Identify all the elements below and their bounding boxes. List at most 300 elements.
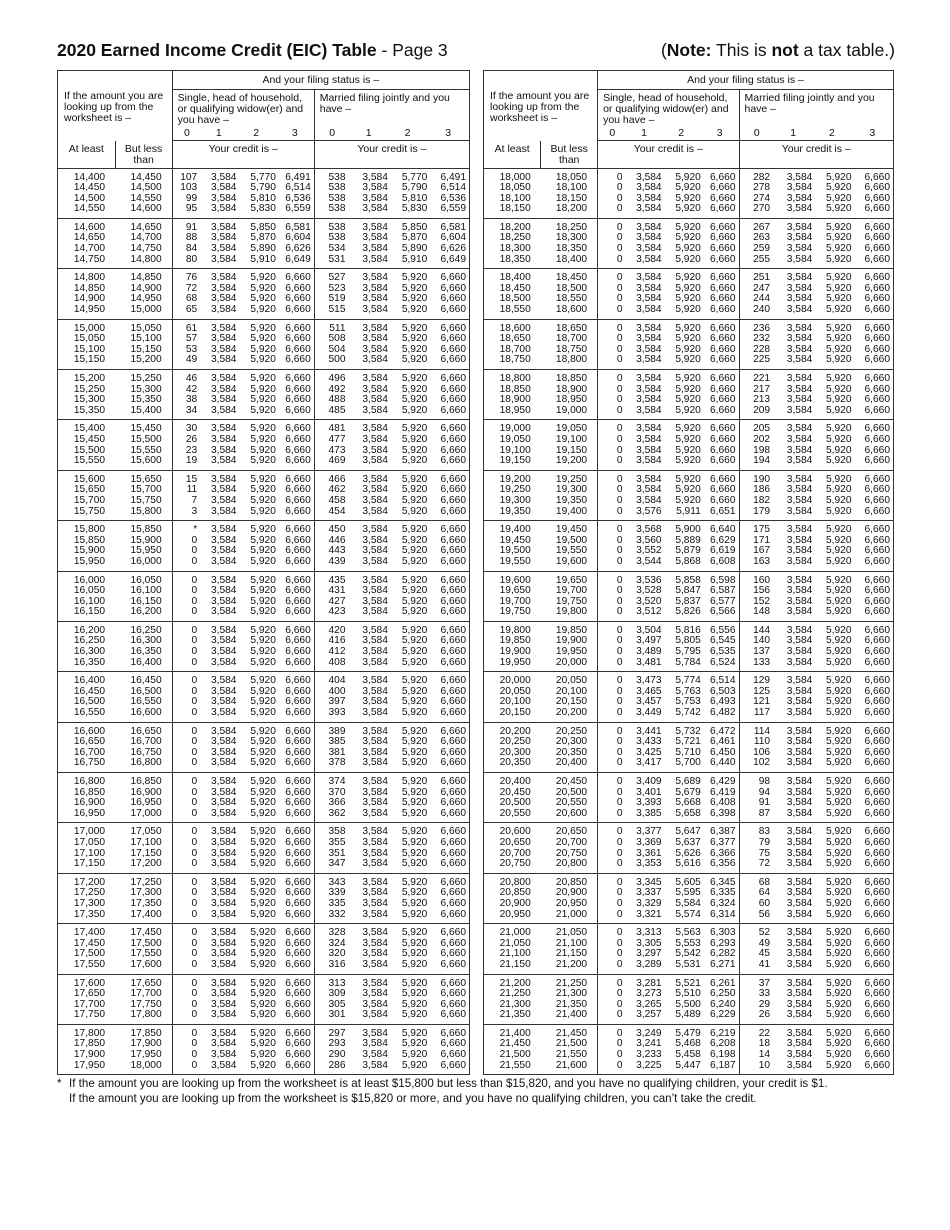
at-least-cell: 15,850 bbox=[73, 534, 106, 546]
credit-cell: 5,920 bbox=[250, 635, 276, 647]
credit-cell: 5,920 bbox=[401, 333, 428, 345]
credit-cell: 5,553 bbox=[675, 937, 701, 949]
credit-cell: 400 bbox=[314, 687, 349, 698]
credit-cell: 6,660 bbox=[864, 635, 890, 647]
credit-cell: 0 bbox=[598, 521, 627, 536]
credit-cell: 3,241 bbox=[636, 1038, 662, 1050]
credit-cell: 5,920 bbox=[826, 1038, 852, 1050]
credit-cell: 5,500 bbox=[675, 998, 701, 1010]
credit-cell: 5,753 bbox=[675, 696, 701, 708]
credit-cell: 213 bbox=[739, 395, 774, 406]
credit-cell: 439 bbox=[314, 557, 349, 571]
credit-cell: 6,660 bbox=[285, 1049, 311, 1061]
credit-cell: 3,584 bbox=[362, 836, 388, 848]
credit-cell: 3,369 bbox=[636, 836, 662, 848]
credit-cell: 3,584 bbox=[201, 658, 236, 672]
credit-cell: 6,660 bbox=[864, 171, 890, 183]
credit-cell: 6,660 bbox=[440, 333, 466, 345]
credit-cell: 171 bbox=[739, 536, 774, 547]
credit-cell: 160 bbox=[739, 571, 774, 586]
credit-cell: 6,660 bbox=[440, 847, 466, 859]
credit-cell: 527 bbox=[314, 269, 349, 284]
credit-cell: 5,920 bbox=[401, 1059, 428, 1071]
credit-cell: 6,651 bbox=[701, 507, 739, 521]
at-least-cell: 19,900 bbox=[499, 646, 531, 658]
but-less-than-cell: 20,950 bbox=[541, 899, 598, 910]
credit-cell: 3,584 bbox=[210, 383, 237, 395]
your-credit-header: Your credit is – bbox=[739, 141, 893, 169]
credit-cell: 5,920 bbox=[250, 876, 276, 888]
credit-cell: 443 bbox=[314, 546, 349, 557]
credit-cell: 6,660 bbox=[864, 444, 890, 456]
at-least-cell: 20,950 bbox=[484, 910, 541, 924]
at-least-cell: 15,600 bbox=[73, 473, 106, 485]
credit-cell: 3,584 bbox=[774, 456, 812, 470]
note-end: a tax table.) bbox=[798, 40, 895, 60]
credit-cell: 3,584 bbox=[786, 635, 813, 647]
credit-cell: 0 bbox=[172, 758, 201, 772]
credit-cell: 6,660 bbox=[710, 423, 736, 435]
table-row bbox=[58, 708, 469, 722]
credit-cell: 5,920 bbox=[812, 910, 851, 924]
credit-cell: 6,660 bbox=[852, 607, 893, 621]
credit-cell: 6,660 bbox=[864, 797, 890, 809]
but-less-than-cell: 20,850 bbox=[541, 873, 598, 888]
credit-cell: 6,660 bbox=[440, 977, 466, 989]
credit-cell: 0 bbox=[598, 546, 627, 557]
but-less-than-cell: 16,000 bbox=[115, 557, 172, 571]
credit-cell: 6,660 bbox=[864, 1059, 890, 1071]
at-least-cell: 15,350 bbox=[58, 406, 115, 420]
table-row bbox=[484, 470, 893, 485]
at-least-cell: 15,250 bbox=[73, 383, 106, 395]
credit-cell: 6,660 bbox=[864, 948, 890, 960]
at-least-cell: 16,550 bbox=[58, 708, 115, 722]
at-least-cell: 16,000 bbox=[73, 574, 106, 586]
but-less-than-cell: 20,250 bbox=[541, 722, 598, 737]
credit-cell: 6,240 bbox=[710, 998, 736, 1010]
credit-cell: 6,660 bbox=[864, 836, 890, 848]
credit-cell: 3,584 bbox=[362, 897, 388, 909]
credit-cell: 182 bbox=[739, 496, 774, 507]
but-less-than-cell: 16,350 bbox=[115, 647, 172, 658]
at-least-cell: 21,200 bbox=[499, 977, 531, 989]
credit-cell: 3,584 bbox=[786, 373, 813, 384]
credit-cell: 3,584 bbox=[786, 192, 813, 204]
credit-cell: 5,920 bbox=[401, 624, 428, 636]
table-row bbox=[484, 420, 893, 435]
but-less-than-cell: 14,550 bbox=[115, 194, 172, 205]
but-less-than-header: But less than bbox=[541, 141, 598, 169]
credit-cell: 466 bbox=[314, 470, 349, 485]
credit-cell: 5,920 bbox=[250, 836, 276, 848]
credit-cell: 538 bbox=[314, 218, 349, 233]
credit-cell: 5,920 bbox=[250, 1027, 276, 1039]
at-least-cell: 19,850 bbox=[499, 635, 531, 647]
credit-cell: 34 bbox=[172, 406, 201, 420]
credit-cell: 5,920 bbox=[401, 484, 428, 496]
credit-cell: 3,584 bbox=[362, 293, 388, 305]
credit-cell: 6,660 bbox=[852, 355, 893, 369]
credit-cell: 6,629 bbox=[710, 534, 736, 546]
at-least-cell: 15,500 bbox=[73, 444, 106, 456]
credit-cell: 3,584 bbox=[210, 394, 237, 406]
credit-cell: 5,679 bbox=[675, 786, 701, 798]
credit-cell: 370 bbox=[314, 788, 349, 799]
credit-cell: 5,920 bbox=[401, 494, 428, 506]
credit-cell: 6,660 bbox=[440, 473, 466, 485]
credit-cell: 3,225 bbox=[636, 1059, 662, 1071]
credit-cell: 6,493 bbox=[710, 696, 736, 708]
credit-cell: 6,660 bbox=[276, 557, 314, 571]
credit-cell: 91 bbox=[739, 798, 774, 809]
credit-cell: 5,510 bbox=[675, 988, 701, 1000]
credit-cell: 0 bbox=[598, 334, 627, 345]
title-page: - Page 3 bbox=[376, 40, 448, 60]
table-row bbox=[58, 571, 469, 586]
credit-cell: 3,425 bbox=[636, 746, 662, 758]
credit-cell: 3,584 bbox=[786, 394, 813, 406]
but-less-than-cell: 15,050 bbox=[115, 319, 172, 334]
credit-cell: 538 bbox=[314, 194, 349, 205]
table-row bbox=[484, 960, 893, 974]
at-least-cell: 19,150 bbox=[484, 456, 541, 470]
credit-cell: 0 bbox=[598, 269, 627, 284]
table-row bbox=[58, 218, 469, 233]
credit-cell: 5,920 bbox=[826, 1027, 852, 1039]
credit-cell: 3,584 bbox=[201, 456, 236, 470]
credit-cell: 3,584 bbox=[362, 746, 388, 758]
credit-cell: 6,660 bbox=[285, 847, 311, 859]
table-row bbox=[58, 355, 469, 369]
but-less-than-cell: 21,600 bbox=[541, 1061, 598, 1075]
credit-cell: 6,660 bbox=[864, 595, 890, 607]
but-less-than-cell: 17,150 bbox=[115, 849, 172, 860]
credit-cell: 3,584 bbox=[362, 696, 388, 708]
credit-cell: 3,584 bbox=[201, 607, 236, 621]
credit-cell: 3,584 bbox=[786, 646, 813, 658]
credit-cell: 5,920 bbox=[388, 557, 427, 571]
credit-cell: 5,920 bbox=[401, 736, 428, 748]
credit-cell: 5,920 bbox=[388, 1010, 427, 1024]
credit-cell: 6,660 bbox=[852, 658, 893, 672]
credit-cell: 3,584 bbox=[362, 171, 388, 183]
filing-status-header: And your filing status is – bbox=[598, 71, 893, 90]
credit-cell: 5,920 bbox=[401, 675, 428, 687]
but-less-than-cell: 15,650 bbox=[115, 470, 172, 485]
credit-cell: 5,920 bbox=[662, 305, 701, 319]
table-row bbox=[484, 838, 893, 849]
credit-cell: 6,660 bbox=[864, 192, 890, 204]
table-row bbox=[484, 672, 893, 687]
filing-status-header: And your filing status is – bbox=[172, 71, 469, 90]
credit-cell: 0 bbox=[172, 823, 201, 838]
credit-cell: 5,920 bbox=[812, 758, 851, 772]
credit-cell: 255 bbox=[739, 255, 774, 269]
credit-cell: 6,660 bbox=[864, 494, 890, 506]
credit-cell: 6,660 bbox=[276, 960, 314, 974]
credit-cell: 3,393 bbox=[636, 797, 662, 809]
at-least-cell: 21,450 bbox=[499, 1038, 531, 1050]
credit-cell: 0 bbox=[598, 244, 627, 255]
credit-cell: 6,660 bbox=[427, 507, 469, 521]
but-less-than-cell: 16,950 bbox=[115, 798, 172, 809]
credit-cell: 3,584 bbox=[786, 282, 813, 294]
credit-cell: 538 bbox=[314, 183, 349, 194]
credit-cell: 5,574 bbox=[662, 910, 701, 924]
credit-cell: 6,660 bbox=[285, 322, 311, 334]
credit-cell: 5,920 bbox=[388, 607, 427, 621]
credit-cell: 5,920 bbox=[826, 272, 852, 284]
table-row bbox=[58, 1024, 469, 1039]
table-row bbox=[58, 470, 469, 485]
at-least-cell: 16,900 bbox=[73, 797, 106, 809]
credit-cell: 6,660 bbox=[285, 927, 311, 939]
credit-cell: 477 bbox=[314, 435, 349, 446]
credit-cell: 6,660 bbox=[852, 1010, 893, 1024]
credit-cell: 6,660 bbox=[864, 394, 890, 406]
but-less-than-cell: 17,350 bbox=[115, 899, 172, 910]
credit-cell: 473 bbox=[314, 446, 349, 457]
credit-cell: 5,850 bbox=[401, 221, 428, 233]
credit-cell: 3,584 bbox=[350, 456, 388, 470]
credit-cell: 6,660 bbox=[440, 595, 466, 607]
but-less-than-cell: 19,950 bbox=[541, 647, 598, 658]
children-count-2: 2 bbox=[236, 127, 275, 141]
credit-cell: 5,447 bbox=[675, 1059, 701, 1071]
credit-cell: 6,660 bbox=[440, 585, 466, 597]
credit-cell: 5,920 bbox=[401, 545, 428, 557]
credit-cell: 6,514 bbox=[710, 675, 736, 687]
but-less-than-cell: 18,950 bbox=[541, 395, 598, 406]
credit-cell: 3,584 bbox=[636, 192, 662, 204]
credit-cell: 3,584 bbox=[362, 776, 388, 787]
credit-cell: 6,660 bbox=[285, 776, 311, 787]
at-least-cell: 17,800 bbox=[73, 1027, 106, 1039]
credit-cell: 374 bbox=[314, 773, 349, 788]
credit-cell: 3,584 bbox=[786, 725, 813, 737]
credit-cell: 5,920 bbox=[401, 998, 428, 1010]
credit-cell: 6,660 bbox=[864, 736, 890, 748]
credit-cell: 3,337 bbox=[636, 887, 662, 899]
credit-cell: 3,584 bbox=[636, 333, 662, 345]
at-least-cell: 19,950 bbox=[484, 658, 541, 672]
credit-cell: 0 bbox=[598, 345, 627, 356]
credit-cell: 3,584 bbox=[636, 343, 662, 355]
but-less-than-cell: 14,900 bbox=[115, 284, 172, 295]
but-less-than-cell: 15,450 bbox=[115, 420, 172, 435]
at-least-header: At least bbox=[58, 141, 115, 169]
at-least-cell: 15,750 bbox=[58, 507, 115, 521]
credit-cell: 5,920 bbox=[250, 998, 276, 1010]
but-less-than-cell: 18,650 bbox=[541, 319, 598, 334]
credit-cell: 6,660 bbox=[440, 484, 466, 496]
credit-cell: 3,584 bbox=[201, 557, 236, 571]
table-row bbox=[484, 305, 893, 319]
credit-cell: 6,660 bbox=[864, 243, 890, 255]
credit-cell: 3,584 bbox=[201, 406, 236, 420]
credit-cell: 3,584 bbox=[636, 243, 662, 255]
credit-cell: 6,660 bbox=[440, 736, 466, 748]
credit-cell: 5,531 bbox=[662, 960, 701, 974]
credit-cell: 3,584 bbox=[210, 675, 237, 687]
credit-cell: 6,660 bbox=[864, 221, 890, 233]
children-count-1: 1 bbox=[626, 127, 661, 141]
credit-cell: 0 bbox=[172, 571, 201, 586]
credit-cell: 5,920 bbox=[401, 977, 428, 989]
but-less-than-cell: 18,850 bbox=[541, 370, 598, 385]
credit-cell: 6,660 bbox=[440, 1059, 466, 1071]
at-least-cell: 18,250 bbox=[499, 232, 531, 244]
credit-cell: 293 bbox=[314, 1039, 349, 1050]
but-less-than-cell: 16,300 bbox=[115, 636, 172, 647]
at-least-cell: 19,100 bbox=[499, 444, 531, 456]
credit-cell: 3,584 bbox=[774, 1010, 812, 1024]
credit-cell: 209 bbox=[739, 406, 774, 420]
credit-cell: 328 bbox=[314, 924, 349, 939]
but-less-than-cell: 21,050 bbox=[541, 924, 598, 939]
credit-cell: 205 bbox=[739, 420, 774, 435]
credit-cell: 3,321 bbox=[626, 910, 661, 924]
credit-cell: 404 bbox=[314, 672, 349, 687]
credit-cell: 5,920 bbox=[675, 484, 701, 496]
credit-cell: 5,721 bbox=[675, 736, 701, 748]
credit-cell: 6,660 bbox=[440, 988, 466, 1000]
credit-cell: 6,219 bbox=[710, 1027, 736, 1039]
credit-cell: 5,920 bbox=[250, 423, 276, 435]
but-less-than-cell: 17,800 bbox=[115, 1010, 172, 1024]
credit-cell: 14 bbox=[739, 1050, 774, 1061]
credit-cell: 324 bbox=[314, 939, 349, 950]
credit-cell: 140 bbox=[739, 636, 774, 647]
credit-cell: 485 bbox=[314, 406, 349, 420]
table-row bbox=[58, 305, 469, 319]
but-less-than-cell: 20,550 bbox=[541, 798, 598, 809]
credit-cell: 3,584 bbox=[201, 960, 236, 974]
credit-cell: 5,920 bbox=[250, 333, 276, 345]
credit-cell: 3,584 bbox=[210, 494, 237, 506]
credit-cell: 5,920 bbox=[675, 272, 701, 284]
credit-cell: 6,660 bbox=[864, 524, 890, 536]
credit-cell: 3,560 bbox=[636, 534, 662, 546]
credit-cell: 412 bbox=[314, 647, 349, 658]
credit-cell: 3,584 bbox=[210, 776, 237, 787]
credit-cell: 5,920 bbox=[812, 960, 851, 974]
credit-cell: 22 bbox=[739, 1024, 774, 1039]
credit-cell: 152 bbox=[739, 597, 774, 608]
credit-cell: 5,920 bbox=[388, 305, 427, 319]
table-row bbox=[58, 838, 469, 849]
credit-cell: 5,900 bbox=[675, 524, 701, 536]
credit-cell: 6,660 bbox=[864, 545, 890, 557]
credit-cell: 6,649 bbox=[276, 255, 314, 269]
credit-cell: 5,920 bbox=[236, 456, 275, 470]
but-less-than-cell: 14,450 bbox=[115, 168, 172, 183]
children-count-3: 3 bbox=[427, 127, 469, 141]
credit-cell: 3,257 bbox=[626, 1010, 661, 1024]
credit-cell: 267 bbox=[739, 218, 774, 233]
but-less-than-cell: 15,200 bbox=[115, 355, 172, 369]
credit-cell: 358 bbox=[314, 823, 349, 838]
credit-cell: 290 bbox=[314, 1050, 349, 1061]
credit-cell: 6,660 bbox=[852, 406, 893, 420]
credit-cell: 114 bbox=[739, 722, 774, 737]
credit-cell: 5,920 bbox=[236, 607, 275, 621]
credit-cell: 5,521 bbox=[675, 977, 701, 989]
credit-cell: 5,920 bbox=[826, 484, 852, 496]
credit-cell: 10 bbox=[739, 1061, 774, 1075]
credit-cell: 6,660 bbox=[276, 305, 314, 319]
credit-cell: 5,920 bbox=[675, 182, 701, 194]
credit-cell: 6,660 bbox=[864, 927, 890, 939]
credit-cell: 6,660 bbox=[710, 171, 736, 183]
credit-cell: 6,440 bbox=[701, 758, 739, 772]
but-less-than-cell: 19,800 bbox=[541, 607, 598, 621]
credit-cell: 0 bbox=[172, 1039, 201, 1050]
credit-cell: 6,536 bbox=[440, 192, 466, 204]
credit-cell: 5,920 bbox=[826, 1049, 852, 1061]
credit-cell: 5,920 bbox=[826, 444, 852, 456]
at-least-cell: 17,150 bbox=[58, 859, 115, 873]
credit-cell: 435 bbox=[314, 571, 349, 586]
at-least-cell: 18,550 bbox=[484, 305, 541, 319]
at-least-cell: 15,800 bbox=[73, 524, 106, 536]
credit-cell: 6,660 bbox=[440, 545, 466, 557]
credit-cell: 5,920 bbox=[812, 607, 851, 621]
credit-cell: 5,763 bbox=[675, 685, 701, 697]
credit-cell: 3,584 bbox=[210, 182, 237, 194]
credit-cell: 0 bbox=[598, 737, 627, 748]
footnote-star: * bbox=[57, 1077, 62, 1090]
credit-cell: 0 bbox=[172, 586, 201, 597]
credit-cell: 0 bbox=[172, 607, 201, 621]
credit-cell: 5,920 bbox=[662, 355, 701, 369]
but-less-than-cell: 18,500 bbox=[541, 284, 598, 295]
credit-cell: 6,660 bbox=[276, 456, 314, 470]
at-least-cell: 17,700 bbox=[73, 998, 106, 1010]
credit-cell: 3,584 bbox=[636, 322, 662, 334]
credit-cell: 6,660 bbox=[440, 343, 466, 355]
credit-cell: 6,660 bbox=[440, 776, 466, 787]
at-least-cell: 15,900 bbox=[73, 545, 106, 557]
credit-cell: 6,660 bbox=[440, 322, 466, 334]
credit-cell: 6,660 bbox=[440, 524, 466, 536]
credit-cell: 3,584 bbox=[786, 746, 813, 758]
credit-cell: 3,584 bbox=[210, 272, 237, 284]
credit-cell: 5,920 bbox=[826, 282, 852, 294]
credit-cell: 225 bbox=[739, 355, 774, 369]
credit-cell: 6,660 bbox=[864, 746, 890, 758]
table-row bbox=[484, 1061, 893, 1075]
credit-cell: 0 bbox=[598, 496, 627, 507]
credit-cell: 3,584 bbox=[350, 809, 388, 823]
credit-cell: 423 bbox=[314, 607, 349, 621]
credit-cell: 5,920 bbox=[826, 293, 852, 305]
credit-cell: 3,584 bbox=[786, 383, 813, 395]
credit-cell: 0 bbox=[598, 607, 627, 621]
credit-cell: 5,870 bbox=[401, 232, 428, 244]
but-less-than-cell: 18,200 bbox=[541, 204, 598, 218]
but-less-than-cell: 21,300 bbox=[541, 989, 598, 1000]
credit-cell: 30 bbox=[172, 420, 201, 435]
credit-cell: 5,920 bbox=[250, 272, 276, 284]
credit-cell: 450 bbox=[314, 521, 349, 536]
credit-cell: 3,353 bbox=[626, 859, 661, 873]
but-less-than-cell: 14,800 bbox=[115, 255, 172, 269]
credit-cell: 3,584 bbox=[210, 282, 237, 294]
at-least-cell: 21,000 bbox=[499, 927, 531, 939]
credit-cell: 0 bbox=[598, 910, 627, 924]
